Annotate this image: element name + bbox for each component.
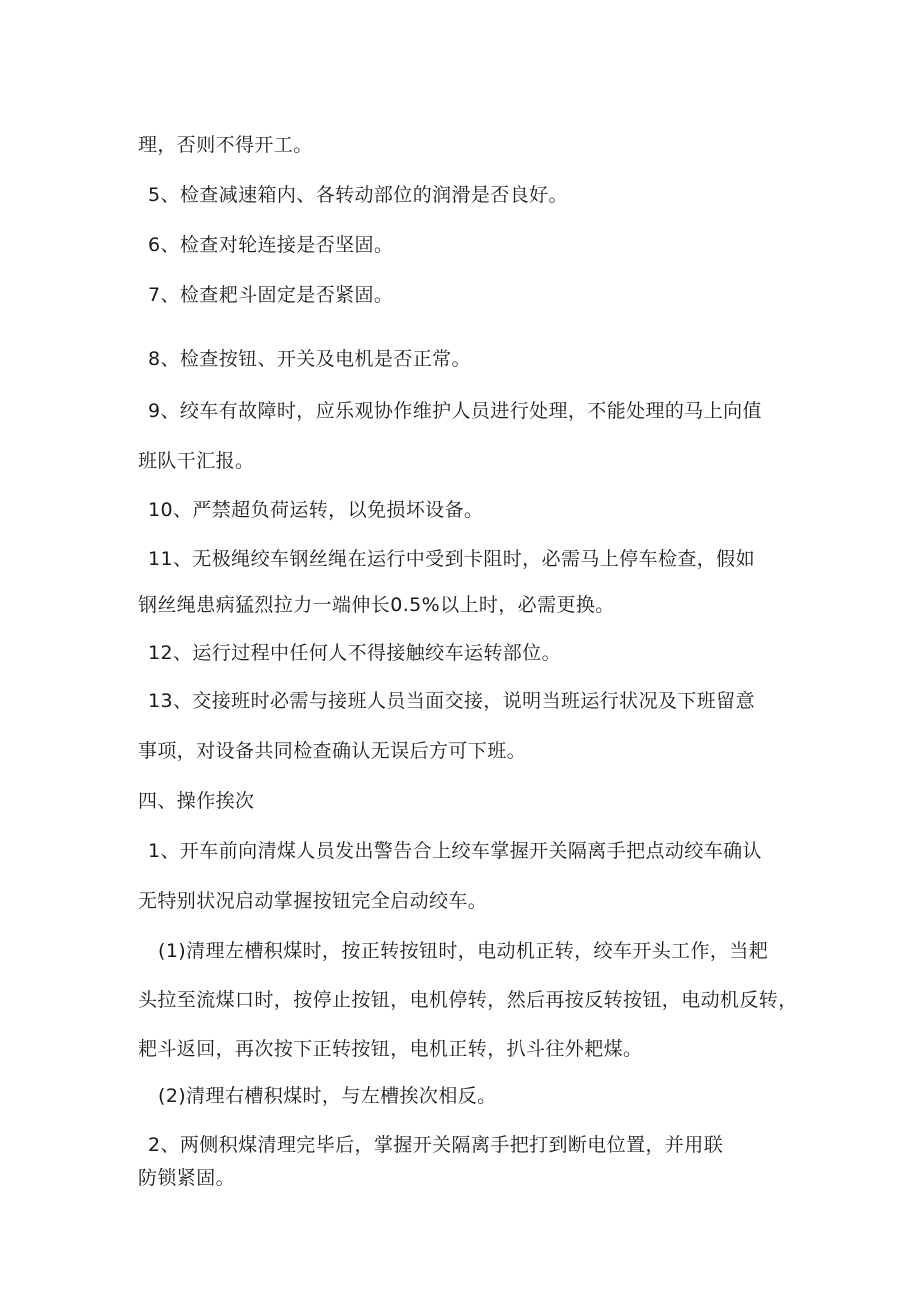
text-line-12: 13、交接班时必需与接班人员当面交接，说明当班运行状况及下班留意 xyxy=(148,690,755,712)
text-line-1: 理，否则不得开工。 xyxy=(138,134,313,156)
text-line-2: 5、检查减速箱内、各转动部位的润滑是否良好。 xyxy=(148,184,568,206)
text-line-6: 9、绞车有故障时，应乐观协作维护人员进行处理，不能处理的马上向值 xyxy=(148,400,762,422)
text-line-20: (2)清理右槽积煤时，与左槽挨次相反。 xyxy=(158,1085,497,1107)
text-line-9: 11、无极绳绞车钢丝绳在运行中受到卡阻时，必需马上停车检查，假如 xyxy=(148,548,755,570)
text-line-8: 10、严禁超负荷运转，以免损坏设备。 xyxy=(148,499,484,521)
text-line-19: 耙斗返回，再次按下正转按钮，电机正转，扒斗往外耙煤。 xyxy=(138,1038,643,1060)
text-line-18: 头拉至流煤口时，按停止按钮，电机停转，然后再按反转按钮，电动机反转， xyxy=(138,989,798,1011)
text-line-5: 8、检查按钮、开关及电机是否正常。 xyxy=(148,348,471,370)
text-line-16: 无特别状况启动掌握按钮完全启动绞车。 xyxy=(138,890,488,912)
text-line-13: 事项，对设备共同检查确认无误后方可下班。 xyxy=(138,740,527,762)
text-line-7: 班队干汇报。 xyxy=(138,450,255,472)
section-heading: 四、操作挨次 xyxy=(138,790,255,812)
text-line-22: 防锁紧固。 xyxy=(138,1167,236,1189)
text-line-21: 2、两侧积煤清理完毕后，掌握开关隔离手把打到断电位置，并用联 xyxy=(148,1134,724,1156)
text-line-4: 7、检查耙斗固定是否紧固。 xyxy=(148,284,394,306)
text-line-3: 6、检查对轮连接是否坚固。 xyxy=(148,234,394,256)
text-line-17: (1)清理左槽积煤时，按正转按钮时，电动机正转，绞车开头工作，当耙 xyxy=(158,940,769,962)
text-line-15: 1、开车前向清煤人员发出警告合上绞车掌握开关隔离手把点动绞车确认 xyxy=(148,840,762,862)
text-line-11: 12、运行过程中任何人不得接触绞车运转部位。 xyxy=(148,642,561,664)
text-line-10: 钢丝绳患病猛烈拉力一端伸长0.5%以上时，必需更换。 xyxy=(138,594,615,616)
